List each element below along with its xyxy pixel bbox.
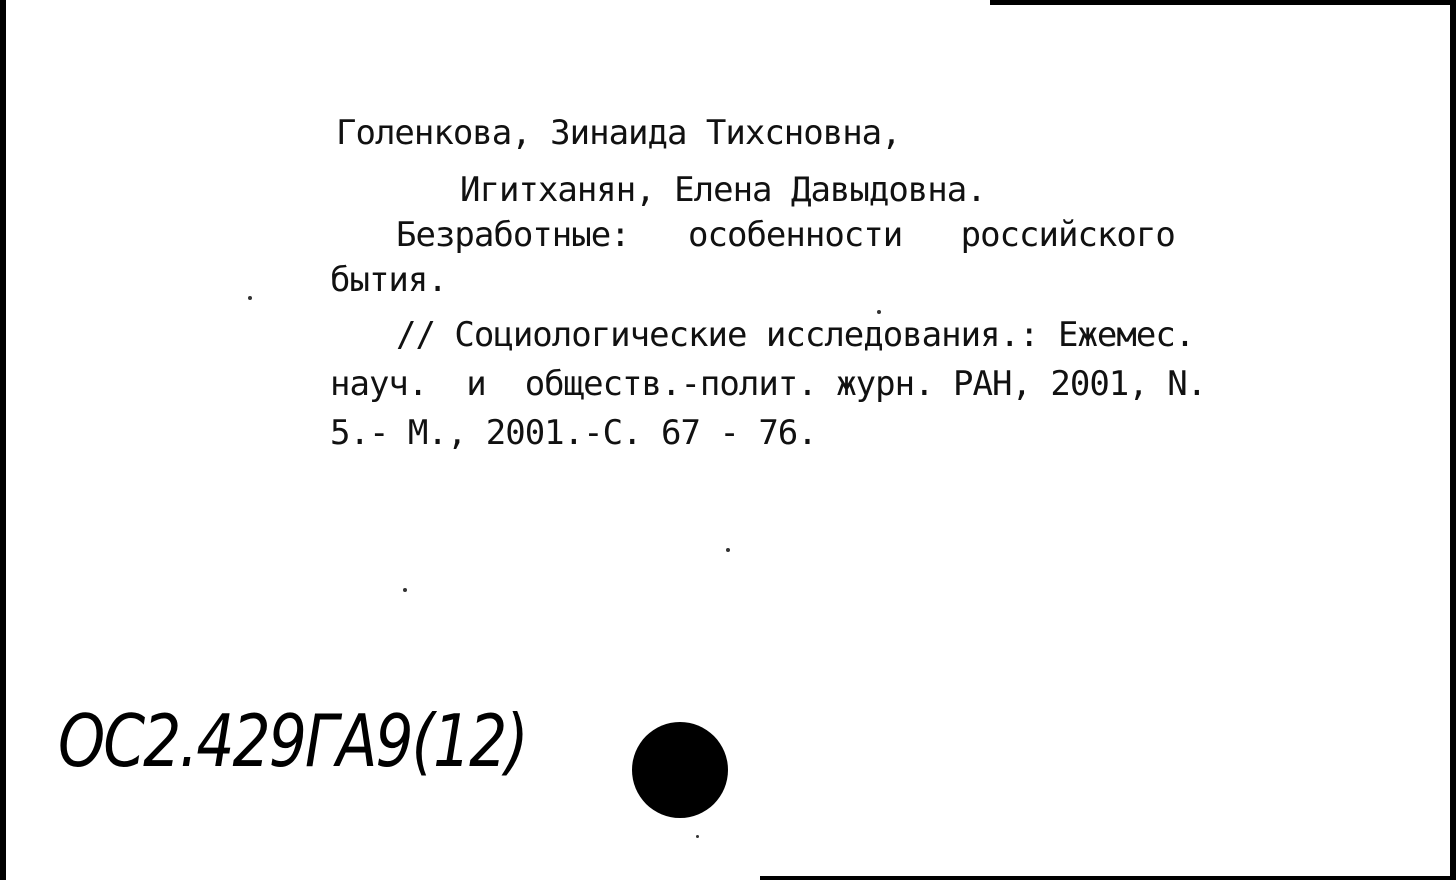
scan-speck (726, 548, 730, 552)
card-edge-right (1450, 0, 1456, 880)
author-line-2: Игитханян, Елена Давыдовна. (460, 170, 986, 210)
card-edge-bottom (760, 876, 1456, 880)
source-line-3: 5.- М., 2001.-С. 67 - 76. (330, 413, 817, 453)
punch-hole (632, 722, 728, 818)
scan-speck (877, 310, 881, 314)
card-edge-left (0, 0, 6, 880)
source-line-1: // Социологические исследования.: Ежемес. (396, 315, 1195, 355)
source-line-2: науч. и обществ.-полит. журн. РАН, 2001, N. (330, 364, 1207, 404)
card-edge-top (990, 0, 1456, 5)
call-number: ОС2.429ГА9(12) (58, 700, 527, 784)
scan-speck (403, 588, 407, 592)
author-line-1: Голенкова, Зинаида Тихсновна, (336, 113, 901, 153)
scan-speck (696, 835, 699, 838)
title-line-2: бытия. (330, 260, 447, 300)
scan-speck (248, 296, 252, 300)
title-line-1: Безработные: особенности российского (396, 215, 1175, 255)
